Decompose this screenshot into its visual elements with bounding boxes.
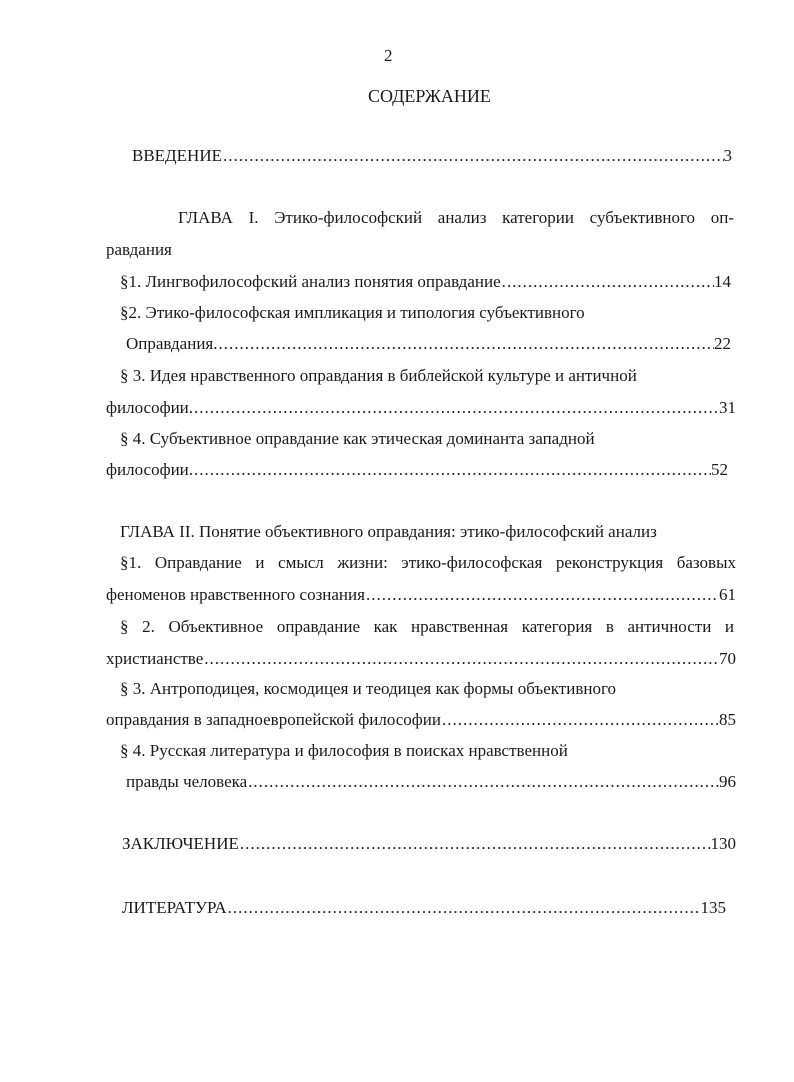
toc-entry-1-4 xyxy=(106,460,728,480)
toc-page: 135 xyxy=(700,898,726,917)
toc-entry-1-2 xyxy=(126,334,731,354)
chapter1-heading-line1: ГЛАВА I. Этико-философский анализ категории субъективного оп- xyxy=(178,208,734,227)
dot-leader xyxy=(501,272,714,292)
dot-leader xyxy=(239,834,711,854)
page-number: 2 xyxy=(384,46,393,65)
toc-entry-2-1-line1: §1. Оправдание и смысл жизни: этико-философская реконструкция базовых xyxy=(120,553,736,572)
toc-label: правды человека xyxy=(126,772,248,791)
toc-entry-literature xyxy=(122,898,726,918)
dot-leader xyxy=(441,710,719,730)
dot-leader xyxy=(193,398,719,418)
dot-leader xyxy=(193,460,711,480)
toc-page: 3 xyxy=(723,146,732,165)
toc-entry-1-1 xyxy=(120,272,731,292)
toc-label: ЛИТЕРАТУРА xyxy=(122,898,227,917)
toc-page: 70 xyxy=(719,649,736,668)
toc-entry-2-4 xyxy=(126,772,736,792)
toc-label: философии. xyxy=(106,398,194,417)
toc-entry-1-4-line1: § 4. Субъективное оправдание как этическая доминанта западной xyxy=(120,429,595,448)
toc-entry-2-2 xyxy=(106,649,736,669)
toc-entry-2-4-line1: § 4. Русская литература и философия в поисках нравственной xyxy=(120,741,568,760)
toc-label: §1. Лингвофилософский анализ понятия оправдание xyxy=(120,272,501,291)
dot-leader xyxy=(247,772,719,792)
toc-page: 130 xyxy=(710,834,736,853)
toc-label: оправдания в западноевропейской философии xyxy=(106,710,441,729)
toc-title: СОДЕРЖАНИЕ xyxy=(368,86,491,106)
toc-page: 52 xyxy=(711,460,728,479)
dot-leader xyxy=(365,585,719,605)
toc-label: христианстве xyxy=(106,649,204,668)
toc-label: ВВЕДЕНИЕ xyxy=(132,146,222,165)
toc-entry-2-3-line1: § 3. Антроподицея, космодицея и теодицея как формы объективного xyxy=(120,679,617,698)
toc-entry-2-1 xyxy=(106,585,736,605)
toc-label: ЗАКЛЮЧЕНИЕ xyxy=(122,834,239,853)
toc-page: 96 xyxy=(719,772,736,791)
chapter1-heading-line2: равдания xyxy=(106,240,172,259)
toc-page: 61 xyxy=(719,585,736,604)
chapter2-heading: ГЛАВА II. Понятие объективного оправдания: этико-философский анализ xyxy=(120,522,657,541)
toc-label: феноменов нравственного сознания xyxy=(106,585,365,604)
toc-entry-conclusion xyxy=(122,834,736,854)
toc-page: 14 xyxy=(714,272,731,291)
toc-label: философии. xyxy=(106,460,194,479)
toc-entry-2-2-line1: § 2. Объективное оправдание как нравственная категория в античности и xyxy=(120,617,734,636)
dot-leader xyxy=(222,146,724,166)
dot-leader xyxy=(203,649,719,669)
toc-label: Оправдания. xyxy=(126,334,218,353)
toc-entry-2-3 xyxy=(106,710,736,730)
toc-page: 22 xyxy=(714,334,731,353)
toc-entry-1-3-line1: § 3. Идея нравственного оправдания в библейской культуре и античной xyxy=(120,366,637,385)
toc-entry-1-3 xyxy=(106,398,736,418)
toc-page: 85 xyxy=(719,710,736,729)
toc-entry-introduction xyxy=(132,146,732,166)
toc-entry-1-2-line1: §2. Этико-философская импликация и типология субъективного xyxy=(120,303,585,322)
dot-leader xyxy=(227,898,701,918)
toc-page: 31 xyxy=(719,398,736,417)
dot-leader xyxy=(217,334,714,354)
